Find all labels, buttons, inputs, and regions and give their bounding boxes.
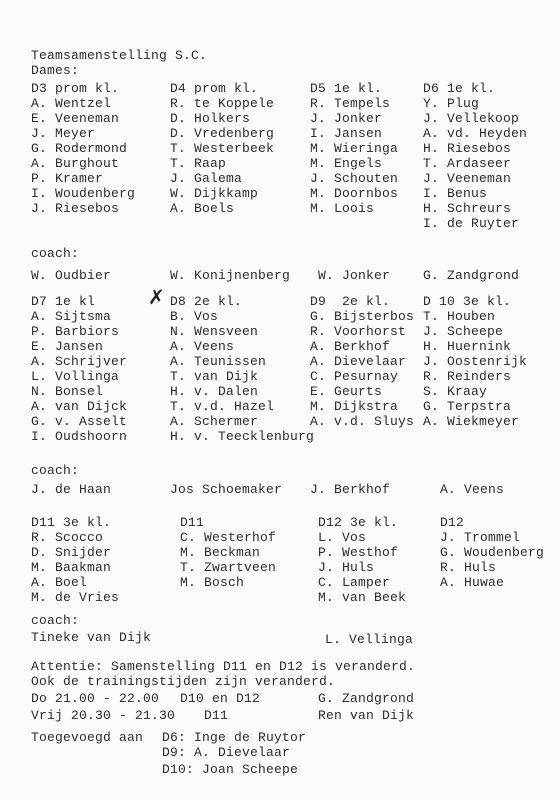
player-name: A. Sijtsma (31, 309, 112, 324)
player-name: J. Veeneman (423, 171, 512, 186)
player-name: A. Huwae (440, 575, 505, 590)
team-column-d5 (310, 81, 398, 216)
player-name: N. Wensveen (170, 324, 259, 339)
team-header: D12 (440, 515, 465, 530)
player-name: J. Scheepe (423, 324, 504, 339)
coach-label: coach: (31, 463, 80, 478)
player-name: G. Terpstra (423, 399, 512, 414)
player-name: T. Ardaseer (423, 156, 512, 171)
team-column-d3 (31, 81, 135, 216)
attention-line-1: Attentie: Samenstelling D11 en D12 is veranderd. (31, 659, 416, 674)
player-name: R. Huls (440, 560, 497, 575)
coach-name: Tineke van Dijk (31, 630, 152, 645)
player-name: I. de Ruyter (423, 216, 520, 231)
player-name: B. Vos (170, 309, 219, 324)
player-name: G. Bijsterbos (310, 309, 415, 324)
player-name: C. Pesurnay (310, 369, 399, 384)
team-column-d11-old (31, 515, 119, 605)
player-name: P. Westhof (318, 545, 399, 560)
team-header: D11 3e kl. (31, 515, 112, 530)
player-name: I. Benus (423, 186, 488, 201)
section-subtitle: Dames: (31, 63, 80, 78)
player-name: T. Westerbeek (170, 141, 275, 156)
team-column-d12-new (440, 515, 544, 590)
player-name: M. Dijkstra (310, 399, 399, 414)
team-header: D8 2e kl. (170, 294, 243, 309)
player-name: T. Houben (423, 309, 496, 324)
player-name: M. van Beek (318, 590, 407, 605)
player-name: J. Trommel (440, 530, 521, 545)
player-name: A. Boel (31, 575, 88, 590)
player-name: T. v.d. Hazel (170, 399, 275, 414)
player-name: C. Westerhof (180, 530, 277, 545)
player-name: I. Woudenberg (31, 186, 136, 201)
player-name: R. te Koppele (170, 96, 275, 111)
player-name: I. Oudshoorn (31, 429, 128, 444)
player-name: H. v. Dalen (170, 384, 259, 399)
player-name: A. Berkhof (310, 339, 391, 354)
team-header: D4 prom kl. (170, 81, 259, 96)
schedule-time: Vrij 20.30 - 21.30 (31, 708, 176, 723)
player-name: D. Vredenberg (170, 126, 275, 141)
team-column-d10 (423, 294, 527, 429)
schedule-time: Do 21.00 - 22.00 (31, 691, 160, 706)
player-name: A. van Dijck (31, 399, 128, 414)
team-header: D7 1e kl (31, 294, 96, 309)
added-entry: D9: A. Dievelaar (162, 745, 291, 760)
player-name: E. Jansen (31, 339, 104, 354)
player-name: H. Huernink (423, 339, 512, 354)
coach-name: J. de Haan (31, 482, 112, 497)
coach-label: coach: (31, 613, 80, 628)
team-column-d12-old (318, 515, 406, 605)
player-name: J. Vellekoop (423, 111, 520, 126)
team-header: D9 2e kl. (310, 294, 391, 309)
player-name: C. Lamper (318, 575, 391, 590)
team-column-d4 (170, 81, 274, 216)
player-name: Y. Plug (423, 96, 480, 111)
schedule-teams: D11 (204, 708, 229, 723)
team-column-d9 (310, 294, 414, 429)
coach-name: A. Veens (440, 482, 505, 497)
player-name: N. Bonsel (31, 384, 104, 399)
player-name: J. Meyer (31, 126, 96, 141)
player-name: L. Vos (318, 530, 367, 545)
attention-line-2: Ook de trainingstijden zijn veranderd. (31, 674, 336, 689)
player-name: A. Wentzel (31, 96, 112, 111)
coach-name: G. Zandgrond (423, 268, 520, 283)
team-header: D6 1e kl. (423, 81, 496, 96)
team-column-d7 (31, 294, 127, 444)
coach-name: W. Konijnenberg (170, 268, 291, 283)
player-name: R. Tempels (310, 96, 391, 111)
team-column-d8 (170, 294, 314, 444)
team-header: D3 prom kl. (31, 81, 120, 96)
player-name: R. Scocco (31, 530, 104, 545)
player-name: T. Zwartveen (180, 560, 277, 575)
player-name: M. Wieringa (310, 141, 399, 156)
player-name: A. v.d. Sluys (310, 414, 415, 429)
player-name: A. Schermer (170, 414, 259, 429)
player-name: A. vd. Heyden (423, 126, 528, 141)
coach-name: L. Vellinga (325, 632, 414, 647)
team-column-d6 (423, 81, 527, 231)
team-column-d11-new (180, 515, 276, 590)
handwritten-check-mark: ✗ (148, 285, 165, 309)
team-header: D12 3e kl. (318, 515, 399, 530)
player-name: G. Woudenberg (440, 545, 545, 560)
team-header: D5 1e kl. (310, 81, 383, 96)
coach-name: Jos Schoemaker (170, 482, 283, 497)
schedule-teams: D10 en D12 (180, 691, 261, 706)
team-header: D 10 3e kl. (423, 294, 512, 309)
player-name: A. Wiekmeyer (423, 414, 520, 429)
player-name: W. Dijkkamp (170, 186, 259, 201)
player-name: A. Veens (170, 339, 235, 354)
document-title: Teamsamenstelling S.C. (31, 48, 208, 63)
player-name: J. Oostenrijk (423, 354, 528, 369)
player-name: M. Baakman (31, 560, 112, 575)
player-name: A. Boels (170, 201, 235, 216)
player-name: E. Veeneman (31, 111, 120, 126)
player-name: M. de Vries (31, 590, 120, 605)
player-name: J. Schouten (310, 171, 399, 186)
player-name: M. Loois (310, 201, 375, 216)
player-name: H. v. Teecklenburg (170, 429, 315, 444)
player-name: J. Jonker (310, 111, 383, 126)
added-entry: D6: Inge de Ruytor (162, 730, 307, 745)
player-name: P. Barbiors (31, 324, 120, 339)
added-label: Toegevoegd aan (31, 730, 144, 745)
player-name: M. Beckman (180, 545, 261, 560)
player-name: H. Riesebos (423, 141, 512, 156)
player-name: R. Reinders (423, 369, 512, 384)
player-name: T. van Dijk (170, 369, 259, 384)
player-name: I. Jansen (310, 126, 383, 141)
player-name: D. Holkers (170, 111, 251, 126)
player-name: A. Burghout (31, 156, 120, 171)
player-name: A. Teunissen (170, 354, 267, 369)
player-name: D. Snijder (31, 545, 112, 560)
player-name: G. Rodermond (31, 141, 128, 156)
schedule-trainer: G. Zandgrond (318, 691, 415, 706)
player-name: P. Kramer (31, 171, 104, 186)
player-name: G. v. Asselt (31, 414, 128, 429)
player-name: J. Galema (170, 171, 243, 186)
coach-name: W. Oudbier (31, 268, 112, 283)
player-name: J. Riesebos (31, 201, 120, 216)
team-header: D11 (180, 515, 205, 530)
player-name: A. Schrijver (31, 354, 128, 369)
schedule-trainer: Ren van Dijk (318, 708, 415, 723)
player-name: A. Dievelaar (310, 354, 407, 369)
player-name: M. Engels (310, 156, 383, 171)
added-entry: D10: Joan Scheepe (162, 762, 299, 777)
player-name: R. Voorhorst (310, 324, 407, 339)
player-name: M. Bosch (180, 575, 245, 590)
coach-name: W. Jonker (318, 268, 391, 283)
player-name: S. Kraay (423, 384, 488, 399)
player-name: M. Doornbos (310, 186, 399, 201)
coach-name: J. Berkhof (310, 482, 391, 497)
coach-label: coach: (31, 246, 80, 261)
player-name: L. Vollinga (31, 369, 120, 384)
player-name: J. Huls (318, 560, 375, 575)
player-name: E. Geurts (310, 384, 383, 399)
player-name: H. Schreurs (423, 201, 512, 216)
player-name: T. Raap (170, 156, 227, 171)
